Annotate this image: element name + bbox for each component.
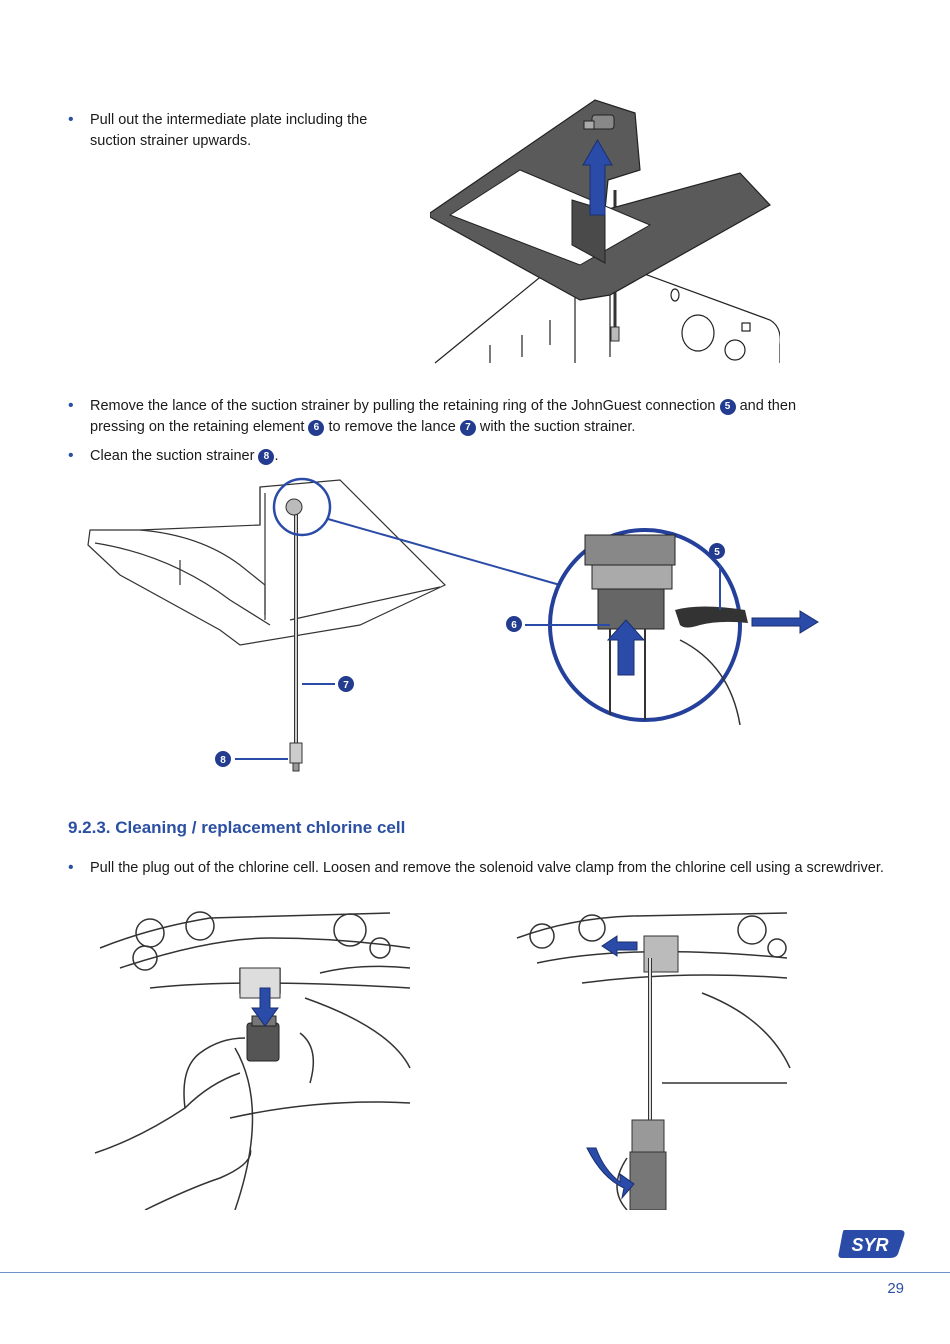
number-badge-8: 8: [258, 449, 274, 465]
rotate-arrow-icon: [587, 1148, 634, 1198]
page-number: 29: [887, 1280, 904, 1297]
section-heading: 9.2.3. Cleaning / replacement chlorine cell: [68, 818, 406, 837]
syr-logo: [838, 1226, 908, 1262]
instruction-text: and then pressing on the retaining element: [90, 398, 797, 435]
figure-suction-strainer: [80, 475, 830, 785]
instruction-clean-strainer: [68, 446, 490, 467]
bullet-dot: •: [68, 447, 74, 464]
logo-text: SYR: [851, 1235, 889, 1255]
instruction-text: Remove the lance of the suction strainer by pulling the retaining ring of the JohnGuest connection: [90, 398, 716, 414]
arrow-right-icon: [752, 611, 818, 633]
instruction-pull-plate: [68, 110, 400, 151]
figure-pull-plug: [90, 908, 412, 1210]
bullet-dot: •: [68, 859, 74, 876]
figure-screwdriver: [512, 908, 792, 1210]
instruction-text: Pull the plug out of the chlorine cell. Loosen and remove the solenoid valve clamp from the chlorine cell using a screwdriver.: [90, 860, 884, 876]
period: .: [274, 448, 279, 464]
figure-intermediate-plate: [430, 95, 780, 365]
callout-5: [709, 543, 725, 559]
instruction-text: with the suction strainer.: [479, 418, 636, 435]
instruction-text: Pull out the intermediate plate including the suction strainer upwards.: [90, 112, 368, 149]
instruction-remove-lance: [68, 396, 830, 437]
callout-label: 8: [220, 755, 226, 766]
number-badge-6: 6: [308, 420, 324, 436]
callout-label: 5: [714, 547, 720, 558]
instruction-text: Clean the suction strainer: [90, 448, 255, 464]
instruction-pull-plug: [68, 858, 890, 879]
footer-divider: [0, 1272, 950, 1273]
bullet-dot: •: [68, 111, 74, 128]
callout-6: [506, 616, 522, 632]
instruction-text: to remove the lance: [328, 418, 456, 435]
number-badge-7: 7: [460, 420, 476, 436]
callout-8: [215, 751, 231, 767]
bullet-dot: •: [68, 397, 74, 414]
number-badge-5: 5: [720, 399, 736, 415]
callout-label: 6: [511, 620, 517, 631]
callout-7: [338, 676, 354, 692]
callout-label: 7: [343, 680, 349, 691]
